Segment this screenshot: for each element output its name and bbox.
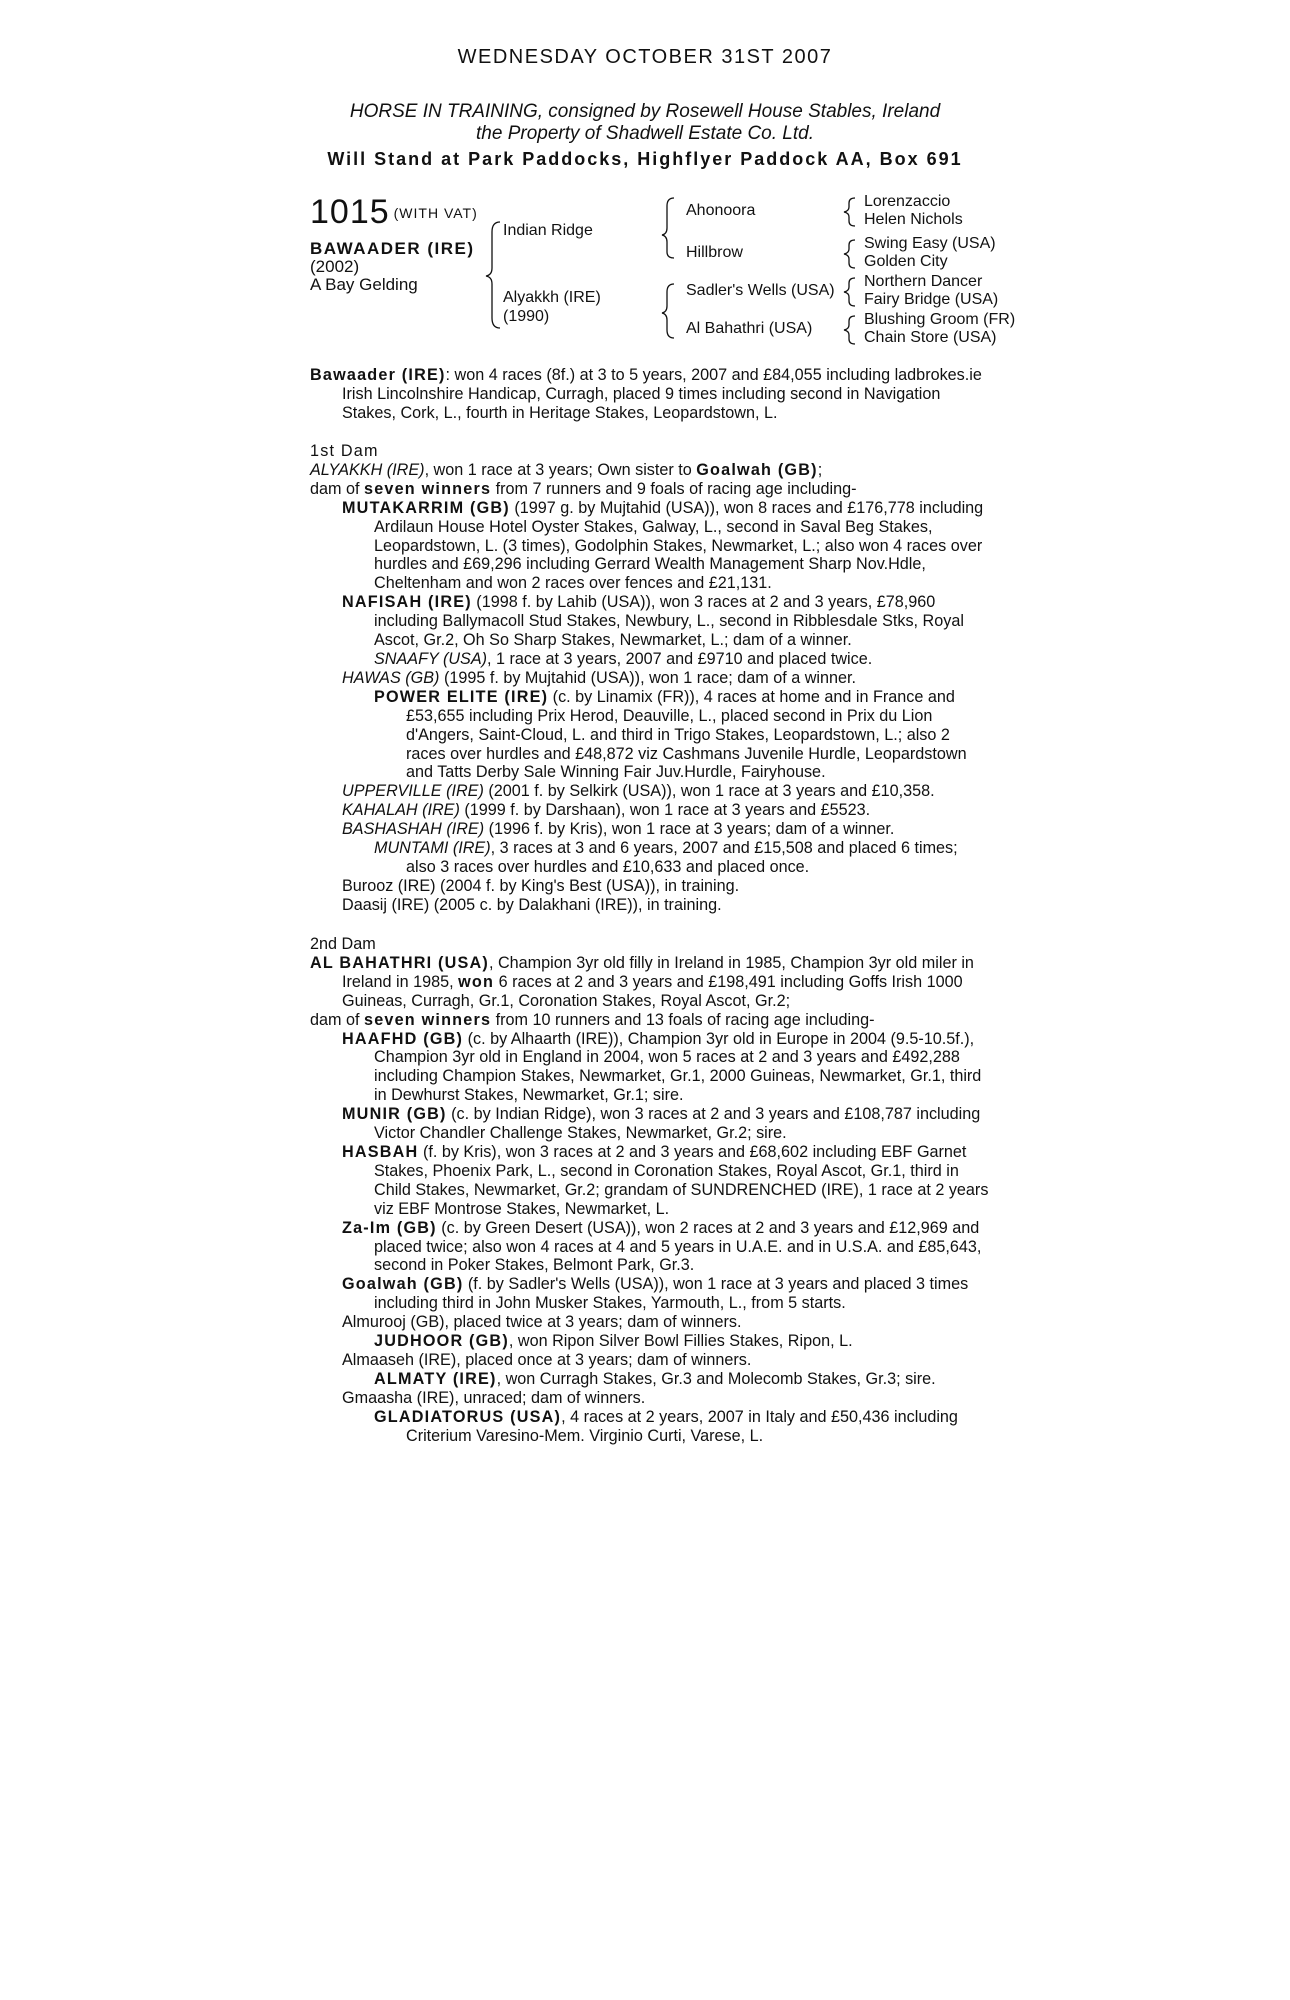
produce-name: Gmaasha (IRE): [342, 1388, 455, 1407]
produce-entry: [310, 669, 990, 688]
pedigree-sdd: Golden City: [864, 253, 948, 270]
produce-entry: [310, 1143, 990, 1219]
second-dam-heading: 2nd Dam: [310, 935, 376, 953]
pedigree-ddd: Chain Store (USA): [864, 329, 997, 346]
first-dam-of-c: from 7 runners and 9 foals of racing age including-: [491, 479, 857, 498]
produce-entry: [310, 1351, 990, 1370]
second-dam-text-b: 6 races at 2 and 3 years and £198,491 including Goffs Irish 1000 Guineas, Curragh, Gr.1, Coronation Stakes, Royal Ascot, Gr.2;: [342, 972, 963, 1010]
race-summary: [310, 366, 990, 423]
pedigree-ssd: Helen Nichols: [864, 211, 963, 228]
produce-name: GLADIATORUS (USA): [374, 1407, 562, 1426]
sale-date: WEDNESDAY OCTOBER 31ST 2007: [457, 46, 833, 68]
produce-text: , 1 race at 3 years, 2007 and £9710 and placed twice.: [487, 649, 873, 668]
pedigree-sire-dam: Hillbrow: [686, 244, 743, 261]
produce-text: (2005 c. by Dalakhani (IRE)), in training.: [429, 895, 722, 914]
second-dam-name: AL BAHATHRI (USA): [310, 953, 489, 972]
produce-entry: [310, 1275, 990, 1313]
produce-text: (c. by Alhaarth (IRE)), Champion 3yr old in Europe in 2004 (9.5-10.5f.), Champion 3yr old in England in 2004, won 5 races at 2 and 3 years and £492,288 including Champion Stakes, Newmarket, Gr.1, 2000 Guineas, Newmarket, Gr.1, third in Dewhurst Stakes, Newmarket, Gr.1; sire.: [374, 1029, 982, 1105]
produce-name: KAHALAH (IRE): [342, 801, 460, 820]
produce-name: BASHASHAH (IRE): [342, 820, 485, 839]
first-dam-section: [310, 442, 990, 915]
first-dam-sister: Goalwah (GB): [696, 460, 818, 479]
horse-year: (2002): [310, 257, 360, 276]
pedigree-dam-year: (1990): [503, 308, 550, 325]
produce-text: (2004 f. by King's Best (USA)), in training.: [435, 876, 740, 895]
pedigree-dam-sire: Sadler's Wells (USA): [686, 282, 835, 299]
second-dam-of-c: from 10 runners and 13 foals of racing age including-: [491, 1010, 875, 1029]
horse-description: A Bay Gelding: [310, 275, 418, 294]
lot-number-value: 1015: [310, 193, 390, 231]
pedigree-sds: Swing Easy (USA): [864, 235, 996, 252]
produce-name: MUNTAMI (IRE): [374, 839, 491, 858]
second-dam-text-a: , Champion 3yr old filly in Ireland in 1985, Champion 3yr old miler in Ireland in 1985,: [342, 953, 974, 991]
stabling-location: Will Stand at Park Paddocks, Highflyer Paddock AA, Box 691: [327, 149, 963, 169]
produce-text: , placed once at 3 years; dam of winners.: [456, 1350, 752, 1369]
produce-name: MUNIR (GB): [342, 1105, 447, 1124]
pedigree-dds: Blushing Groom (FR): [864, 311, 1016, 328]
produce-entry: [310, 499, 990, 594]
consignor-line: HORSE IN TRAINING, consigned by Rosewell House Stables, Ireland: [349, 101, 941, 122]
pedigree-sire: Indian Ridge: [503, 222, 593, 239]
produce-name: SNAAFY (USA): [374, 649, 488, 668]
produce-text: (2001 f. by Selkirk (USA)), won 1 race at 3 years and £10,358.: [483, 782, 935, 801]
produce-entry: [310, 896, 990, 915]
summary-paragraph: [310, 366, 990, 423]
first-dam-of-a: dam of: [310, 479, 364, 498]
produce-name: MUTAKARRIM (GB): [342, 498, 510, 517]
pedigree-dss: Northern Dancer: [864, 273, 983, 290]
pedigree-dam: Alyakkh (IRE): [503, 289, 601, 306]
produce-name: HASBAH: [342, 1142, 419, 1161]
summary-text: : won 4 races (8f.) at 3 to 5 years, 2007 and £84,055 including ladbrokes.ie Irish Lincolnshire Handicap, Curragh, placed 9 times including second in Navigation Stakes, Cork, L., fourth in Heritage Stakes, Leopardstown, L.: [342, 366, 982, 422]
produce-entry: [310, 782, 990, 801]
second-dam-of-a: dam of: [310, 1010, 364, 1029]
produce-entry: [310, 1370, 990, 1389]
summary-horse-name: Bawaader (IRE): [310, 366, 446, 384]
produce-text: (c. by Green Desert (USA)), won 2 races at 2 and 3 years and £12,969 and placed twice; also won 4 races at 4 and 5 years in U.A.E. and in U.S.A. and £85,643, second in Poker Stakes, Belmont Park, Gr.3.: [374, 1218, 982, 1275]
produce-text: (1998 f. by Lahib (USA)), won 3 races at 2 and 3 years, £78,960 including Ballymacoll Stud Stakes, Newbury, L., second in Ribblesdale Stks, Royal Ascot, Gr.2, Oh So Sharp Stakes, Newmarket, L.; dam of a winner.: [374, 593, 964, 650]
produce-name: UPPERVILLE (IRE): [342, 782, 484, 801]
produce-name: Daasij (IRE): [342, 895, 430, 914]
first-dam-produce-line: [310, 480, 990, 499]
produce-entry: [310, 1105, 990, 1143]
produce-text: (1997 g. by Mujtahid (USA)), won 8 races and £176,778 including Ardilaun House Hotel Oyster Stakes, Galway, L., second in Saval Beg Stakes, Leopardstown, L. (3 times), Godolphin Stakes, Newmarket, L.; also won 4 races over hurdles and £69,296 including Gerrard Wealth Management Sharp Nov.Hdle, Cheltenham and won 2 races over fences and £21,131.: [374, 498, 984, 593]
produce-text: , won Ripon Silver Bowl Fillies Stakes, Ripon, L.: [508, 1332, 853, 1351]
produce-entry: [310, 877, 990, 896]
produce-name: JUDHOOR (GB): [374, 1332, 509, 1351]
produce-name: NAFISAH (IRE): [342, 593, 472, 612]
produce-text: (f. by Kris), won 3 races at 2 and 3 years and £68,602 including EBF Garnet Stakes, Phoenix Park, L., second in Coronation Stakes, Royal Ascot, Gr.1, third in Child Stakes, Newmarket, Gr.2; grandam of SUNDRENCHED (IRE), 1 race at 2 years viz EBF Montrose Stakes, Newmarket, L.: [374, 1142, 989, 1218]
produce-text: (1995 f. by Mujtahid (USA)), won 1 race; dam of a winner.: [439, 668, 857, 687]
produce-text: , won Curragh Stakes, Gr.3 and Molecomb Stakes, Gr.3; sire.: [496, 1369, 936, 1388]
first-dam-name: ALYAKKH (IRE): [310, 460, 425, 479]
produce-entry: [310, 688, 990, 783]
produce-text: , placed twice at 3 years; dam of winners.: [444, 1313, 742, 1332]
produce-text: (1996 f. by Kris), won 1 race at 3 years; dam of a winner.: [484, 820, 895, 839]
produce-entry: [310, 593, 990, 650]
first-dam-line: [310, 461, 990, 480]
first-dam-heading: 1st Dam: [310, 442, 379, 460]
horse-name: BAWAADER (IRE): [310, 239, 475, 258]
produce-entry: [310, 801, 990, 820]
second-dam-section: [310, 935, 990, 1445]
produce-text: (f. by Sadler's Wells (USA)), won 1 race at 3 years and placed 3 times including third in John Musker Stakes, Yarmouth, L., from 5 starts.: [374, 1275, 969, 1313]
pedigree-braces: [0, 0, 1290, 360]
first-dam-text-end: ;: [817, 460, 823, 479]
produce-entry: [310, 1408, 990, 1446]
produce-text: , 3 races at 3 and 6 years, 2007 and £15,508 and placed 6 times; also 3 races over hurdles and £10,633 and placed once.: [406, 839, 958, 876]
produce-text: , 4 races at 2 years, 2007 in Italy and £50,436 including Criterium Varesino-Mem. Virginio Curti, Varese, L.: [406, 1407, 958, 1445]
produce-name: Almaaseh (IRE): [342, 1350, 457, 1369]
first-dam-text: , won 1 race at 3 years; Own sister to: [424, 460, 697, 479]
produce-entry: [310, 1219, 990, 1276]
produce-name: Burooz (IRE): [342, 876, 436, 895]
produce-entry: [310, 820, 990, 839]
second-dam-produce-line: [310, 1011, 990, 1030]
second-dam-winners: seven winners: [364, 1010, 492, 1029]
owner-line: the Property of Shadwell Estate Co. Ltd.: [476, 123, 814, 144]
produce-name: HAWAS (GB): [342, 668, 440, 687]
first-dam-winners: seven winners: [364, 479, 492, 498]
produce-name: Goalwah (GB): [342, 1275, 464, 1294]
produce-text: , unraced; dam of winners.: [454, 1388, 646, 1407]
produce-name: POWER ELITE (IRE): [374, 687, 549, 706]
produce-text: (1999 f. by Darshaan), won 1 race at 3 years and £5523.: [459, 801, 871, 820]
produce-name: Almurooj (GB): [342, 1313, 445, 1332]
produce-entry: [310, 1389, 990, 1408]
produce-entry: [310, 650, 990, 669]
produce-entry: [310, 1332, 990, 1351]
vat-note: (WITH VAT): [393, 205, 478, 221]
produce-entry: [310, 1313, 990, 1332]
produce-text: (c. by Indian Ridge), won 3 races at 2 and 3 years and £108,787 including Victor Chandler Challenge Stakes, Newmarket, Gr.2; sire.: [374, 1105, 981, 1143]
pedigree-dam-dam: Al Bahathri (USA): [686, 320, 813, 337]
pedigree-sire-sire: Ahonoora: [686, 202, 756, 219]
produce-name: Za-Im (GB): [342, 1218, 437, 1237]
produce-name: ALMATY (IRE): [374, 1369, 497, 1388]
produce-text: (c. by Linamix (FR)), 4 races at home and in France and £53,655 including Prix Herod, Deauville, L., placed second in Prix du Lion d'Angers, Saint-Cloud, L. and third in Trigo Stakes, Leopardstown, L.; also 2 races over hurdles and £48,872 viz Cashmans Juvenile Hurdle, Leopardstown and Tatts Derby Sale Winning Fair Juv.Hurdle, Fairyhouse.: [406, 687, 967, 782]
pedigree-sss: Lorenzaccio: [864, 193, 951, 210]
second-dam-won: won: [458, 972, 495, 991]
second-dam-line: [310, 954, 990, 1011]
produce-entry: [310, 839, 990, 877]
produce-name: HAAFHD (GB): [342, 1029, 464, 1048]
produce-entry: [310, 1030, 990, 1106]
pedigree-dsd: Fairy Bridge (USA): [864, 291, 999, 308]
